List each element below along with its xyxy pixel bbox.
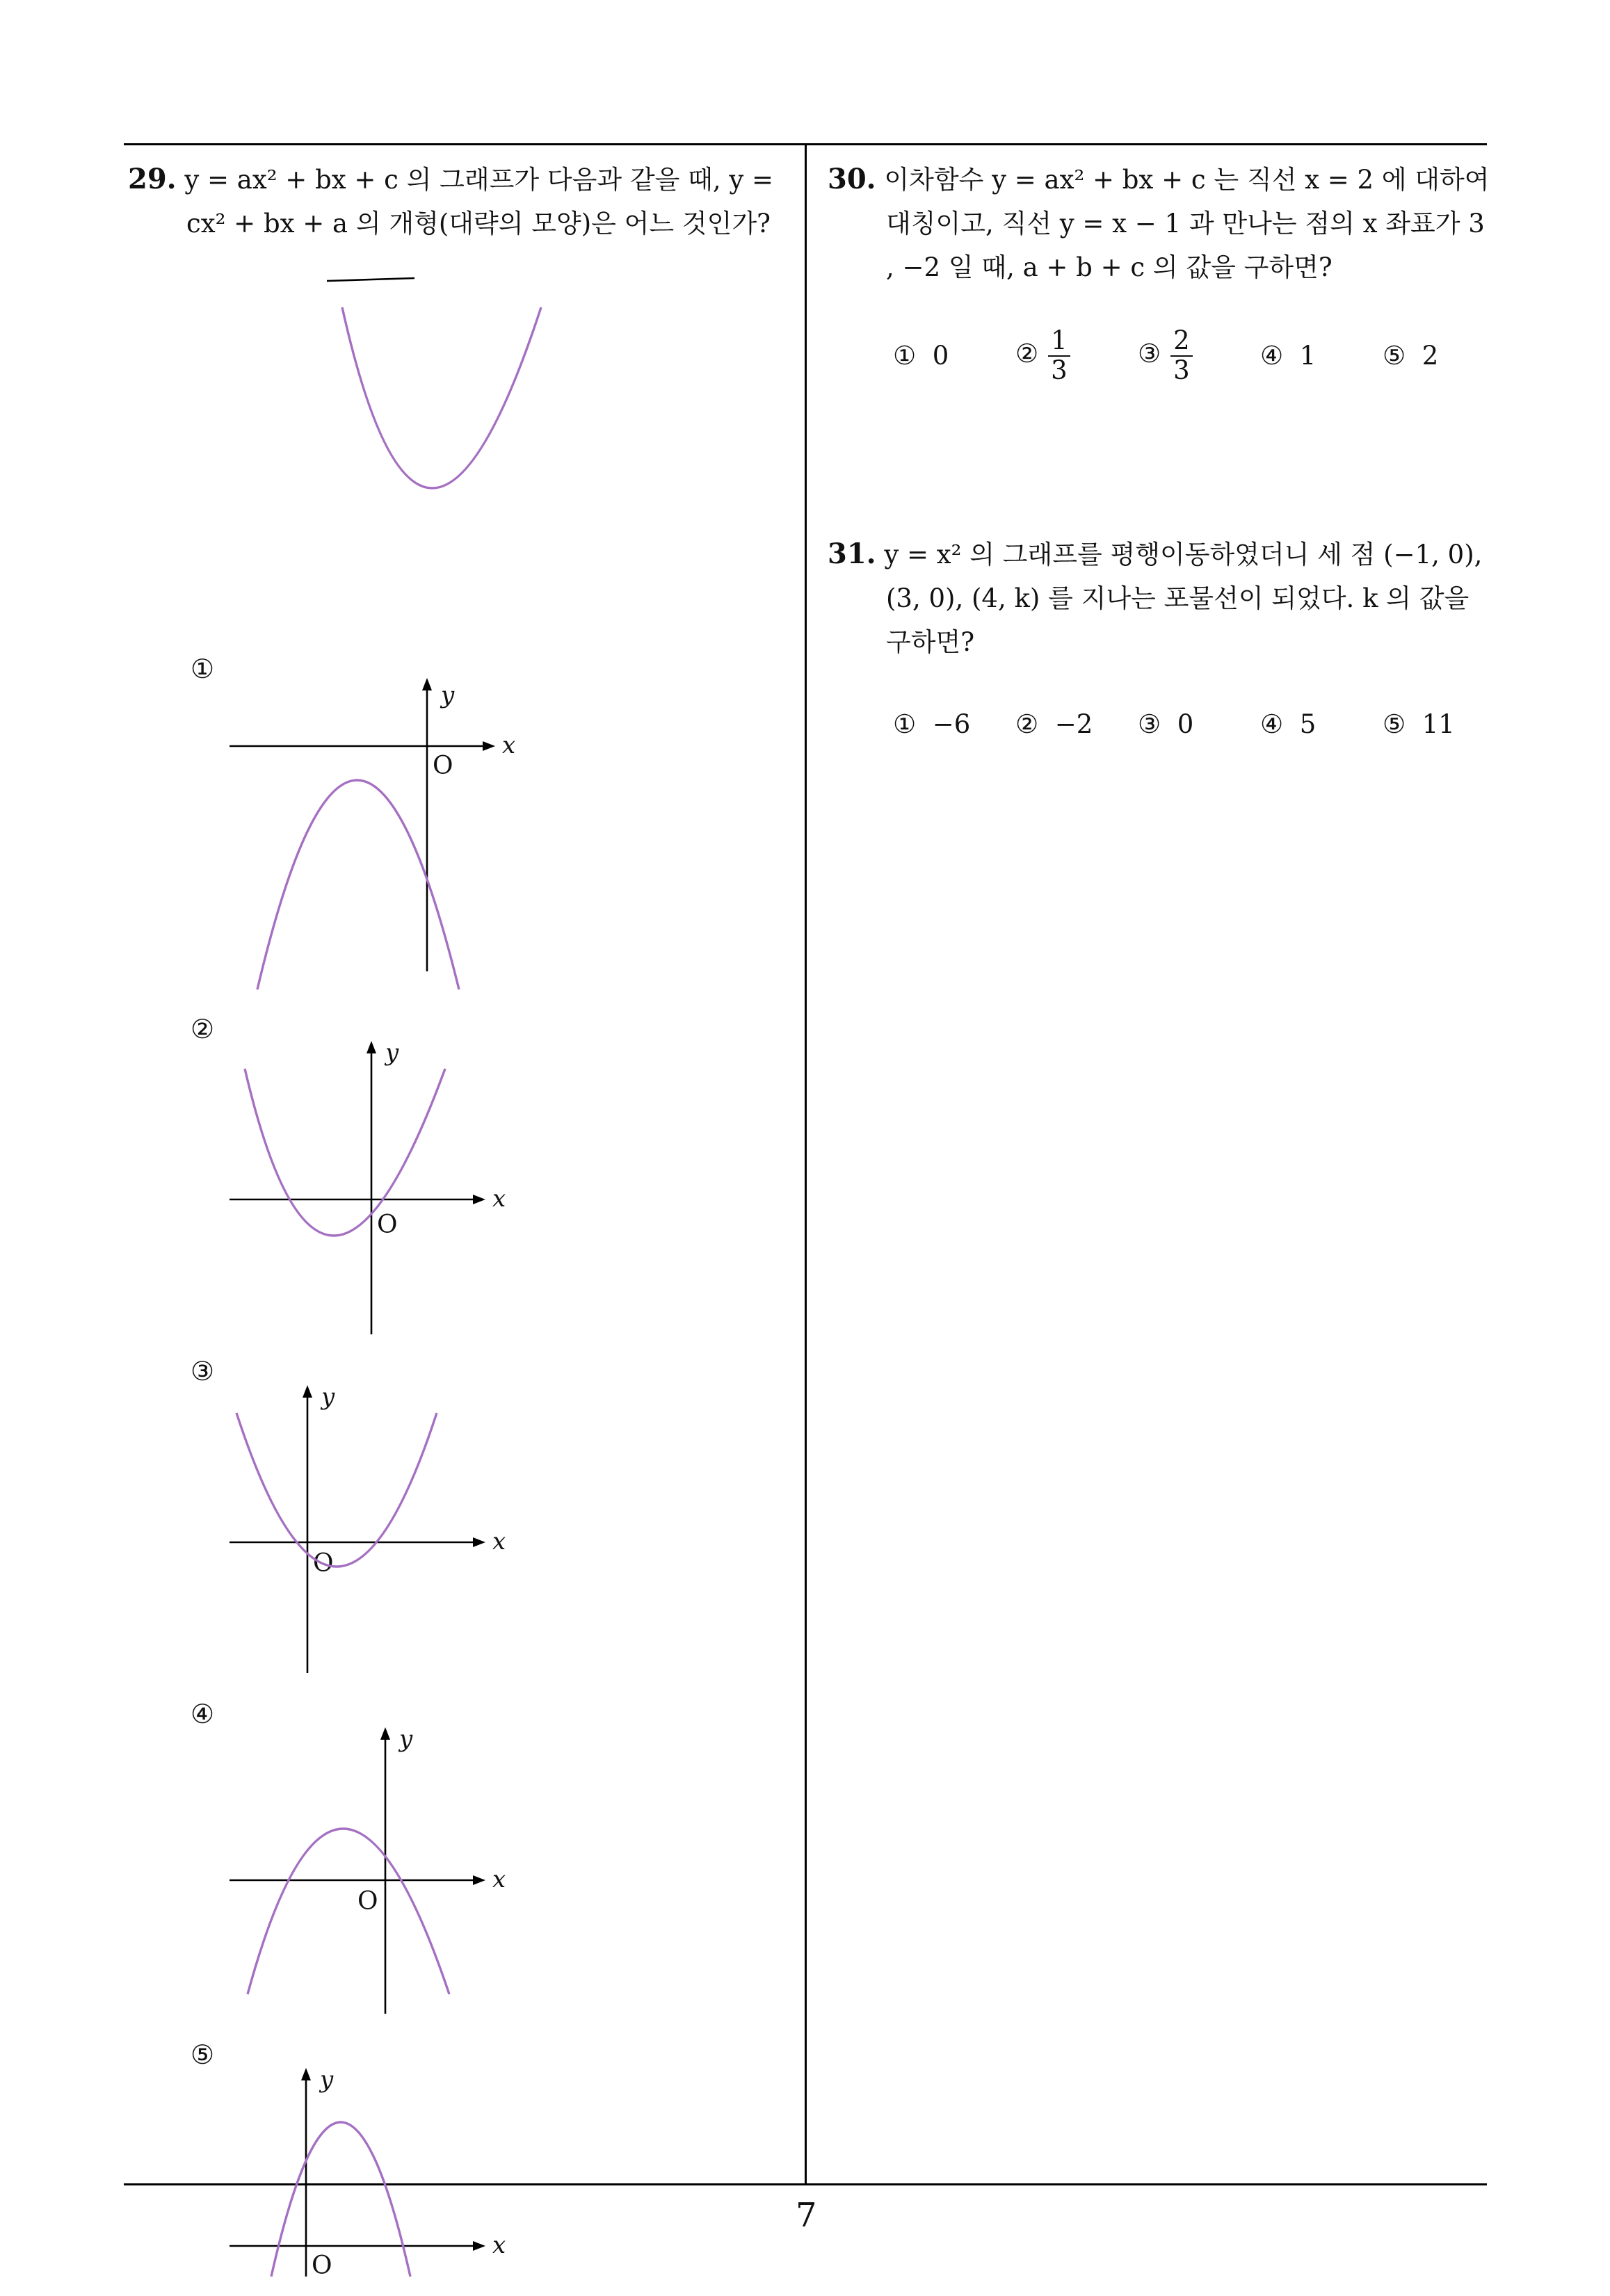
question-29-line2: cx² + bx + a 의 개형(대략의 모양)은 어느 것인가? (186, 209, 771, 239)
option-1-y-label: y (441, 681, 455, 709)
q29-reference-graph (327, 278, 675, 570)
option-5-x-label: x (492, 2231, 506, 2259)
option-3-graph[interactable] (230, 1384, 536, 1676)
q30-choice-3-fraction: $\frac{2}{3}$ (1170, 327, 1193, 385)
option-1-origin: O (433, 752, 453, 780)
option-1-graph[interactable] (230, 678, 536, 991)
question-29 (128, 157, 796, 245)
option-4-origin: O (357, 1887, 378, 1916)
q31-choice-3[interactable]: ③ 0 (1138, 709, 1194, 739)
option-5-marker[interactable]: ⑤ (191, 2039, 215, 2070)
q31-choice-2[interactable]: ② −2 (1015, 709, 1093, 739)
question-31-line2: (3, 0), (4, k) 를 지나는 포물선이 되었다. k 의 값을 (886, 583, 1470, 613)
question-30-line2: 대칭이고, 직선 y = x − 1 과 만나는 점의 x 좌표가 3 (886, 209, 1485, 239)
question-30-line3: , −2 일 때, a + b + c 의 값을 구하면? (886, 252, 1333, 282)
question-30 (828, 157, 1495, 289)
question-29-line1: 29. y = ax² + bx + c 의 그래프가 다음과 같을 때, y = (128, 163, 774, 195)
option-3-marker[interactable]: ③ (191, 1356, 215, 1387)
question-30-choices (893, 327, 1491, 389)
option-2-x-label: x (492, 1185, 506, 1213)
option-5-origin: O (312, 2251, 332, 2280)
page-number: 7 (796, 2196, 817, 2235)
question-31-line3: 구하면? (886, 627, 975, 657)
option-4-x-label: x (492, 1866, 506, 1893)
option-2-origin: O (377, 1211, 398, 1239)
q30-choice-2-fraction: $\frac{1}{3}$ (1048, 327, 1070, 385)
q31-choice-5[interactable]: ⑤ 11 (1383, 709, 1455, 739)
question-29-number: 29. (128, 163, 177, 195)
option-2-marker[interactable]: ② (191, 1014, 215, 1044)
question-31-line1: 31. y = x² 의 그래프를 평행이동하였더니 세 점 (−1, 0), (828, 537, 1483, 570)
option-3-x-label: x (492, 1528, 506, 1555)
q30-choice-1[interactable]: ① 0 (893, 341, 949, 371)
q31-choice-1[interactable]: ① −6 (893, 709, 971, 739)
option-4-marker[interactable]: ④ (191, 1699, 215, 1729)
option-3-origin: O (313, 1549, 334, 1578)
question-31-choices (893, 709, 1491, 751)
option-4-y-label: y (399, 1725, 413, 1753)
option-4-graph[interactable] (230, 1726, 536, 2018)
option-2-graph[interactable] (230, 1040, 536, 1339)
question-31 (828, 532, 1495, 664)
column-divider (805, 143, 807, 2185)
option-1-x-label: x (502, 731, 516, 759)
q30-choice-3[interactable]: ③ $\frac{2}{3}$ (1138, 327, 1193, 385)
question-30-line1: 30. 이차함수 y = ax² + bx + c 는 직선 x = 2 에 대하여 (828, 163, 1490, 195)
option-1-marker[interactable]: ① (191, 654, 215, 684)
question-31-number: 31. (828, 537, 876, 570)
option-5-graph[interactable] (230, 2067, 536, 2296)
q31-choice-4[interactable]: ④ 5 (1260, 709, 1317, 739)
option-5-y-label: y (320, 2066, 334, 2094)
question-30-number: 30. (828, 163, 876, 195)
q30-choice-2[interactable]: ② $\frac{1}{3}$ (1015, 327, 1070, 385)
q30-choice-4[interactable]: ④ 1 (1260, 341, 1317, 371)
option-2-y-label: y (385, 1039, 399, 1067)
option-3-y-label: y (321, 1383, 335, 1411)
q30-choice-5[interactable]: ⑤ 2 (1383, 341, 1439, 371)
